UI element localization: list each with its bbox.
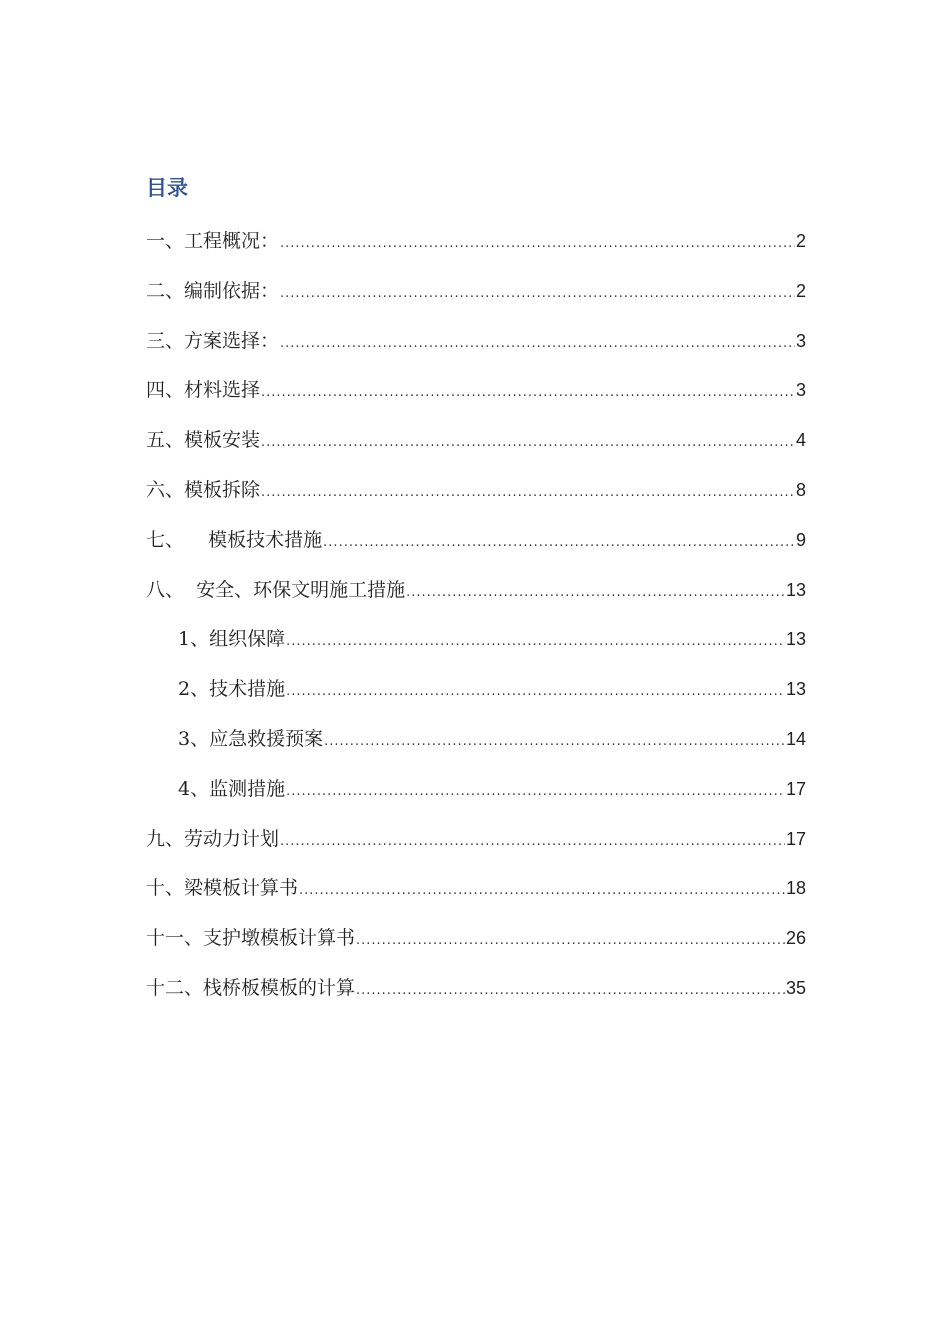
toc-leader-dots [356, 926, 785, 956]
toc-entry-text: 七、 模板技术措施 [146, 528, 323, 551]
toc-entry-text: 一、工程概况： [146, 230, 280, 252]
toc-entry-11[interactable] [146, 923, 806, 973]
toc-leader-dots [280, 279, 795, 309]
toc-subentry-1[interactable] [146, 624, 806, 674]
toc-leader-dots [280, 827, 785, 857]
toc-entry-text: 五、模板安装 [146, 429, 261, 452]
toc-entry-text: 十一、支护墩模板计算书 [146, 927, 356, 950]
toc-entry-text: 3、应急救援预案 [178, 727, 324, 750]
toc-entry-1[interactable] [146, 226, 806, 276]
toc-entry-page: 13 [785, 679, 806, 700]
toc-leader-dots [280, 229, 795, 259]
toc-entry-9[interactable] [146, 824, 806, 874]
toc-subentry-3[interactable] [146, 724, 806, 774]
toc-entry-page: 17 [785, 828, 806, 849]
toc-entry-page: 8 [795, 479, 806, 500]
toc-entry-text: 4、监测措施 [178, 777, 286, 800]
toc-entry-text: 十、梁模板计算书 [146, 877, 299, 900]
toc-entry-page: 9 [795, 529, 806, 550]
toc-entry-page: 13 [785, 579, 806, 600]
table-of-contents [146, 226, 806, 1023]
toc-leader-dots [280, 329, 795, 359]
toc-entry-page: 18 [785, 878, 806, 899]
toc-entry-text: 三、方案选择： [146, 329, 280, 352]
toc-leader-dots [286, 677, 785, 707]
toc-leader-dots [324, 727, 785, 757]
toc-entry-page: 26 [785, 928, 806, 949]
toc-leader-dots [261, 428, 795, 458]
toc-subentry-4[interactable] [146, 774, 806, 824]
toc-entry-text: 四、材料选择 [146, 379, 261, 402]
toc-entry-page: 2 [795, 231, 806, 251]
toc-entry-page: 35 [785, 977, 806, 998]
toc-entry-text: 九、劳动力计划 [146, 827, 280, 850]
toc-entry-text: 2、技术措施 [178, 678, 286, 701]
toc-leader-dots [286, 777, 785, 807]
toc-entry-6[interactable] [146, 475, 806, 525]
toc-entry-text: 八、 安全、环保文明施工措施 [146, 578, 406, 601]
toc-entry-page: 2 [795, 280, 806, 301]
toc-entry-page: 17 [785, 778, 806, 799]
toc-entry-3[interactable] [146, 326, 806, 376]
toc-entry-text: 十二、栈桥板模板的计算 [146, 976, 356, 999]
toc-leader-dots [323, 528, 795, 558]
toc-leader-dots [286, 627, 785, 657]
toc-entry-5[interactable] [146, 425, 806, 475]
toc-entry-page: 14 [785, 728, 806, 749]
toc-leader-dots [261, 378, 795, 408]
toc-entry-7[interactable] [146, 525, 806, 575]
toc-leader-dots [299, 876, 785, 906]
toc-entry-12[interactable] [146, 973, 806, 1023]
toc-leader-dots [356, 976, 785, 1006]
toc-entry-10[interactable] [146, 873, 806, 923]
toc-entry-4[interactable] [146, 375, 806, 425]
toc-entry-page: 4 [795, 430, 806, 451]
toc-subentry-2[interactable] [146, 674, 806, 724]
toc-entry-text: 六、模板拆除 [146, 478, 261, 501]
toc-entry-text: 二、编制依据： [146, 279, 280, 302]
toc-entry-page: 3 [795, 380, 806, 401]
toc-leader-dots [406, 578, 785, 608]
toc-entry-page: 3 [795, 330, 806, 351]
toc-entry-2[interactable] [146, 276, 806, 326]
toc-entry-8[interactable] [146, 575, 806, 625]
toc-entry-page: 13 [785, 629, 806, 650]
toc-entry-text: 1、组织保障 [178, 628, 286, 651]
toc-leader-dots [261, 478, 795, 508]
toc-title: 目录 [146, 176, 188, 200]
